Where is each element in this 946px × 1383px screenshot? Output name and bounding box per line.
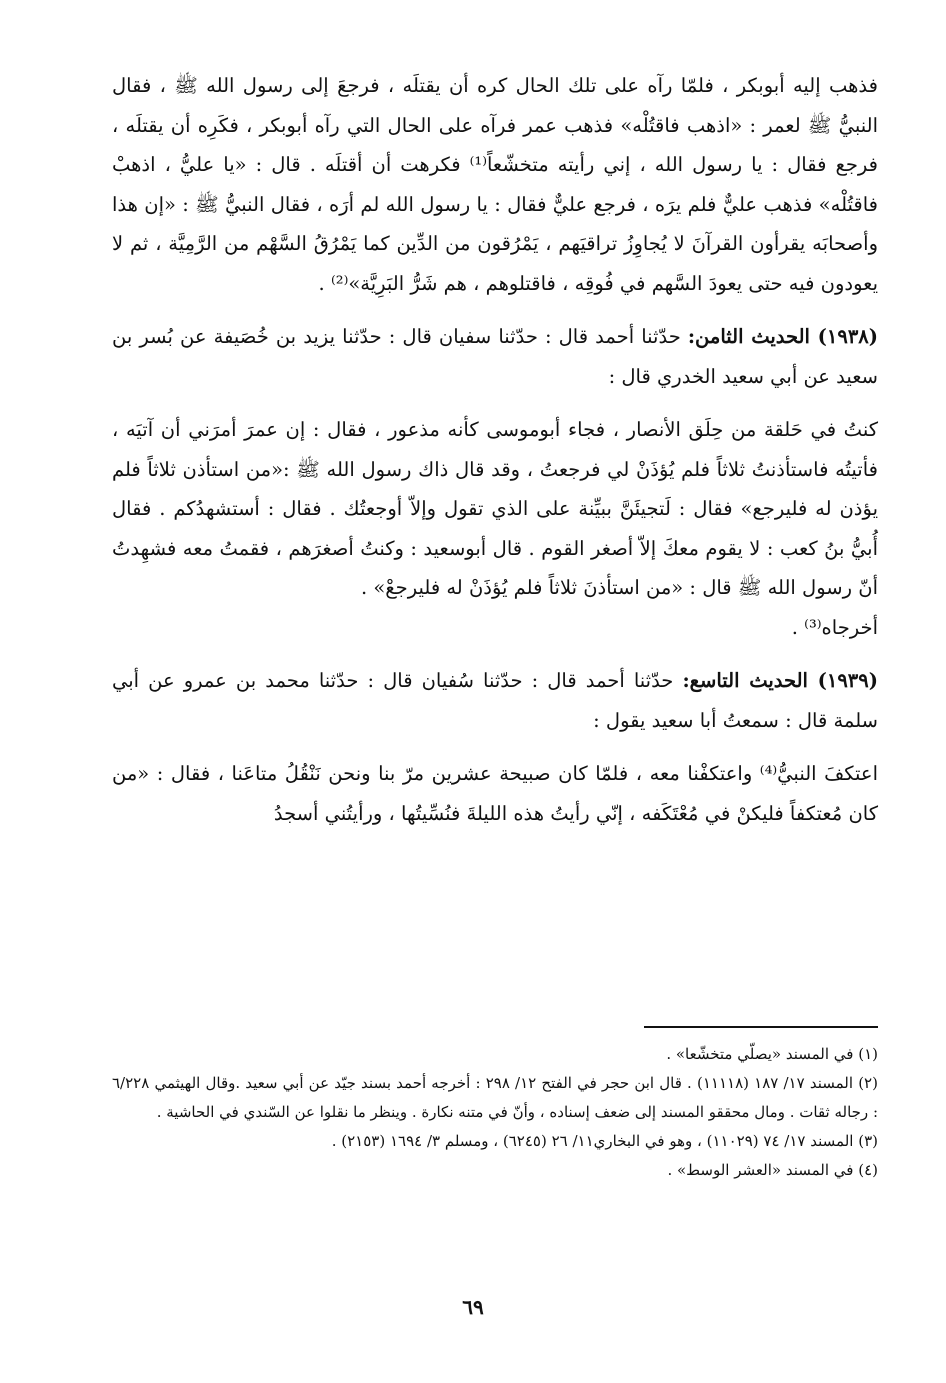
footnote-divider [644, 1026, 878, 1028]
hadith-1939-chain: حدّثنا أحمد قال : حدّثنا سُفيان قال : حدّثنا محمد بن عمرو عن أبي سلمة قال : سمعتُ أبا سعيد يقول : [112, 669, 878, 732]
footnote-3: (٣) المسند ١٧/ ٧٤ (١١٠٢٩) ، وهو في البخاري١١/ ٢٦ (٦٢٤٥) ، ومسلم ٣/ ١٦٩٤ (٢١٥٣) . [331, 1132, 878, 1150]
page-number: ٦٩ [462, 1295, 484, 1319]
paragraph-continuation: فذهب إليه أبوبكر ، فلمّا رآه على تلك الحال كره أن يقتلَه ، فرجعَ إلى رسول الله ﷺ ، فقال النبيُّ ﷺ لعمر : «اذهب فاقتُلْه» فذهب عمر فرآه على الحال التي رآه أبوبكر ، فكَرِه أن يقتلَه ، فرجع فقال : يا رسول الله ، إني رأيته متخشّعاً⁽¹⁾ فكرهت أن أقتلَه . قال : «يا عليُّ ، اذهبْ فاقتُلْه» فذهب عليٌّ فلم يرَه ، فرجع عليٌّ فقال : يا رسول الله لم أرَه ، فقال النبيُّ ﷺ : «إن هذا وأصحابَه يقرأون القرآنَ لا يُجاوِزُ تراقيَهم ، يَمْرُقون من الدِّين كما يَمْرُقُ السَّهْم من الرَّمِيَّة ، ثم لا يعودون فيه حتى يعودَ السَّهم في فُوقِه ، فاقتلوهم ، هم شَرُّ البَرِيَّة»⁽²⁾ . [112, 74, 878, 295]
hadith-1938-label: (١٩٣٨) الحديث الثامن: [687, 325, 879, 348]
footnote-1: (١) في المسند «يصلّي متخشّعا» . [666, 1045, 878, 1063]
main-text [112, 66, 878, 833]
footnote-2: (٢) المسند ١٧/ ١٨٧ (١١١١٨) . قال ابن حجر في الفتح ١٢/ ٢٩٨ : أخرجه أحمد بسند جيّد عن أبي سعيد .وقال الهيثمي ٦/٢٢٨ : رجاله ثقات . ومال محققو المسند إلى ضعف إسناده ، وأنّ في متنه نكارة . وينظر ما نقلوا عن السّندي في الحاشية . [112, 1074, 878, 1121]
takhrij-note: أخرجاه⁽³⁾ . [791, 615, 878, 639]
hadith-1938-chain: حدّثنا أحمد قال : حدّثنا سفيان قال : حدّثنا يزيد بن خُصَيفة عن بُسر بن سعيد عن أبي سعيد الخدري قال : [112, 325, 878, 388]
hadith-1938 [112, 317, 878, 396]
hadith-1939-label: (١٩٣٩) الحديث التاسع: [682, 669, 878, 692]
footnote-4: (٤) في المسند «العشر الوسط» . [667, 1161, 878, 1179]
hadith-1939 [112, 661, 878, 740]
hadith-1939-text: اعتكفَ النبيُّ⁽⁴⁾ واعتكفْنا معه ، فلمّا كان صبيحة عشرين مرّ بنا ونحن نَنْقُلُ متاعَنا ، فقال : «من كان مُعتكفاً فليكنْ في مُعْتَكَفه ، إنّي رأيتُ هذه الليلةَ فنُسِّيتُها ، ورأيتُني أسجدُ [112, 762, 878, 825]
hadith-1938-text: كنتُ في حَلقة من حِلَق الأنصار ، فجاء أبوموسى كأنه مذعور ، فقال : إن عمرَ أمرَني أن آتيَه ، فأتيتُه فاستأذنتُ ثلاثاً فلم يُؤذَنْ لي فرجعتُ ، وقد قال ذاك رسول الله ﷺ :«من استأذن ثلاثاً فلم يؤذن له فليرجع» فقال : لَتجيئَنَّ ببيِّنة على الذي تقول وإلاّ أوجعتُك . فقال : أستشهدُكم . فقال أُبيُّ بنُ كعب : لا يقوم معكَ إلاّ أصغر القوم . قال أبوسعيد : وكنتُ أصغرَهم ، فقمتُ معه فشهِدتُ أنّ رسول الله ﷺ قال : «من استأذنَ ثلاثاً فلم يُؤذَنْ له فليرجعْ» . [112, 418, 878, 599]
footnotes [112, 1040, 878, 1185]
